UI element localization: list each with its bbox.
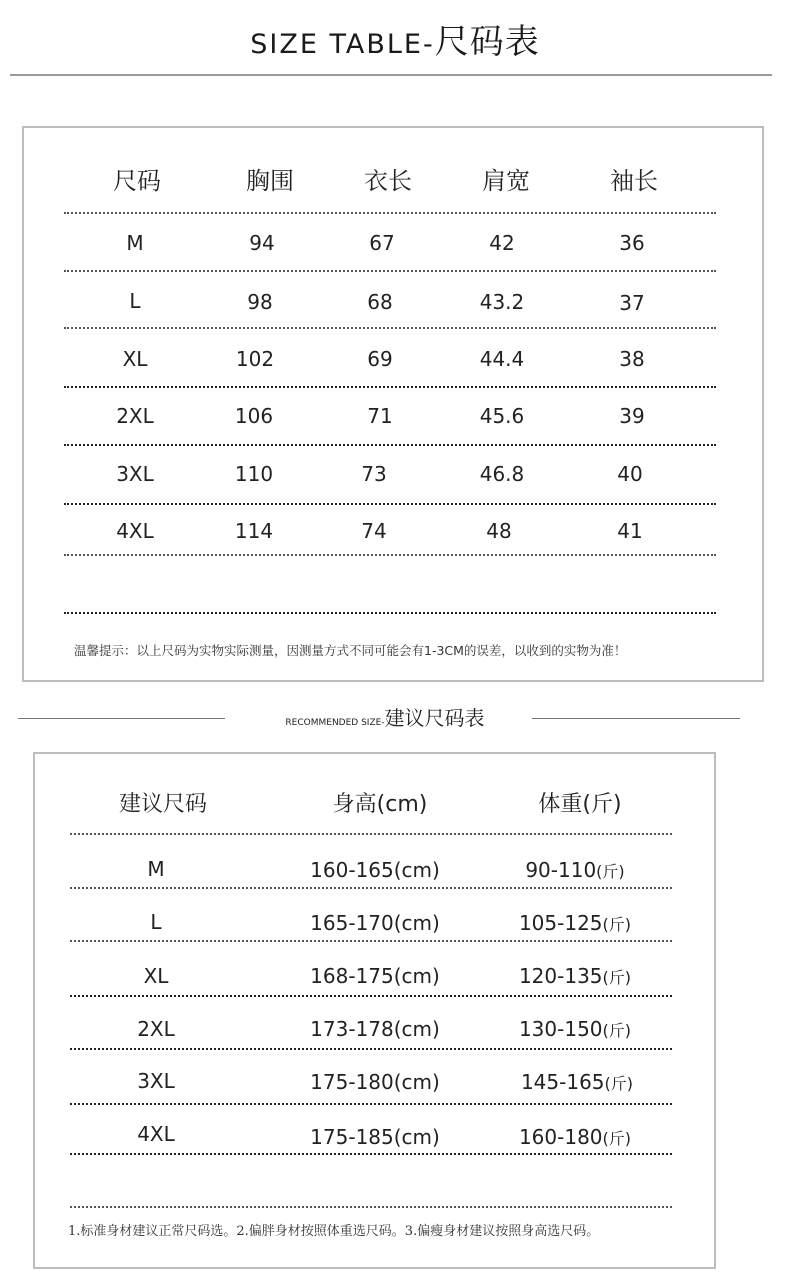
rec-size-cell: XL xyxy=(143,964,169,988)
rec-weight-cell xyxy=(500,1017,650,1041)
length-cell: 71 xyxy=(367,404,393,428)
shoulder-cell: 43.2 xyxy=(479,290,525,314)
chest-cell: 94 xyxy=(249,231,275,255)
recommended-title-en: RECOMMENDED SIZE- xyxy=(285,718,385,728)
row-divider xyxy=(64,270,716,272)
recommended-title-zh: 建议尺码表 xyxy=(384,706,485,730)
length-cell: 74 xyxy=(361,519,387,543)
rec-header-weight: 体重(斤) xyxy=(538,792,622,817)
page-title-en: SIZE TABLE- xyxy=(250,29,435,60)
length-cell: 68 xyxy=(367,290,393,314)
size-cell: 2XL xyxy=(116,404,154,428)
rec-weight-value: 160-180 xyxy=(518,1125,603,1149)
rec-weight-cell xyxy=(500,911,650,935)
recommended-title xyxy=(250,702,520,732)
row-divider xyxy=(70,887,672,889)
shoulder-cell: 42 xyxy=(489,231,515,255)
size-cell: L xyxy=(129,289,141,313)
recommended-table-box xyxy=(33,752,716,1269)
rec-weight-unit: (斤) xyxy=(604,1074,634,1093)
rec-height-cell: 160-165(cm) xyxy=(310,858,440,882)
rec-weight-cell xyxy=(500,858,650,882)
rec-height-cell: 165-170(cm) xyxy=(310,911,440,935)
row-divider xyxy=(70,1153,672,1155)
size-table-header-sleeve: 袖长 xyxy=(610,167,658,195)
page-title xyxy=(0,14,790,64)
size-cell: XL xyxy=(122,347,148,371)
row-divider xyxy=(70,1206,672,1208)
length-cell: 67 xyxy=(369,231,395,255)
sleeve-cell: 40 xyxy=(617,462,643,486)
rec-weight-cell xyxy=(500,964,650,988)
sleeve-cell: 39 xyxy=(619,404,645,428)
row-divider xyxy=(64,554,716,556)
rec-height-cell: 173-178(cm) xyxy=(310,1017,440,1041)
recommended-note: 1.标准身材建议正常尺码选。2.偏胖身材按照体重选尺码。3.偏瘦身材建议按照身高选尺码。 xyxy=(68,1224,600,1239)
rec-weight-unit: (斤) xyxy=(602,1129,632,1148)
size-table-header-shoulder: 肩宽 xyxy=(482,167,530,195)
sleeve-cell: 37 xyxy=(619,291,645,315)
chest-cell: 102 xyxy=(235,347,275,371)
sleeve-cell: 41 xyxy=(617,519,643,543)
row-divider xyxy=(70,1048,672,1050)
rec-weight-value: 120-135 xyxy=(518,964,603,988)
row-divider xyxy=(70,1103,672,1105)
row-divider xyxy=(64,444,716,446)
row-divider xyxy=(64,503,716,505)
rec-weight-value: 130-150 xyxy=(518,1017,603,1041)
rec-weight-value: 90-110 xyxy=(525,858,597,882)
rec-size-cell: 2XL xyxy=(137,1017,175,1041)
rec-height-cell: 168-175(cm) xyxy=(310,964,440,988)
title-divider xyxy=(10,74,772,76)
size-cell: 3XL xyxy=(116,462,154,486)
row-divider xyxy=(70,940,672,942)
size-cell: M xyxy=(126,231,144,255)
size-table-header-chest: 胸围 xyxy=(246,167,294,195)
chest-cell: 98 xyxy=(247,290,273,314)
rec-weight-cell xyxy=(502,1070,652,1094)
rec-height-cell: 175-180(cm) xyxy=(310,1070,440,1094)
shoulder-cell: 45.6 xyxy=(479,404,525,428)
row-divider xyxy=(64,327,716,329)
rec-weight-value: 145-165 xyxy=(520,1070,605,1094)
rec-size-cell: M xyxy=(147,857,165,881)
sleeve-cell: 38 xyxy=(619,347,645,371)
size-table-note: 温馨提示：以上尺码为实物实际测量，因测量方式不同可能会有1-3CM的误差，以收到的实物为准！ xyxy=(74,643,627,658)
rec-size-cell: 3XL xyxy=(137,1069,175,1093)
rec-weight-unit: (斤) xyxy=(602,915,632,934)
shoulder-cell: 46.8 xyxy=(479,462,525,486)
row-divider xyxy=(64,612,716,614)
chest-cell: 106 xyxy=(234,404,274,428)
rec-weight-cell xyxy=(500,1125,650,1149)
length-cell: 73 xyxy=(361,462,387,486)
row-divider xyxy=(70,833,672,835)
rec-weight-unit: (斤) xyxy=(602,1021,632,1040)
chest-cell: 110 xyxy=(234,462,274,486)
rec-size-cell: L xyxy=(150,910,162,934)
subtitle-rule-right xyxy=(532,718,740,719)
rec-weight-unit: (斤) xyxy=(596,862,625,881)
row-divider xyxy=(70,995,672,997)
page-title-zh: 尺码表 xyxy=(434,22,540,62)
shoulder-cell: 48 xyxy=(486,519,512,543)
size-table-header-size: 尺码 xyxy=(113,167,161,195)
rec-weight-value: 105-125 xyxy=(518,911,603,935)
size-table-header-length: 衣长 xyxy=(364,167,412,195)
row-divider xyxy=(64,212,716,214)
rec-height-cell: 175-185(cm) xyxy=(310,1125,440,1149)
length-cell: 69 xyxy=(367,347,393,371)
row-divider xyxy=(64,386,716,388)
size-cell: 4XL xyxy=(116,519,154,543)
subtitle-rule-left xyxy=(18,718,225,719)
rec-header-height: 身高(cm) xyxy=(332,792,428,817)
sleeve-cell: 36 xyxy=(619,231,645,255)
shoulder-cell: 44.4 xyxy=(479,347,525,371)
rec-header-size: 建议尺码 xyxy=(118,792,207,817)
rec-size-cell: 4XL xyxy=(137,1122,175,1146)
rec-weight-unit: (斤) xyxy=(602,968,632,987)
chest-cell: 114 xyxy=(234,519,274,543)
